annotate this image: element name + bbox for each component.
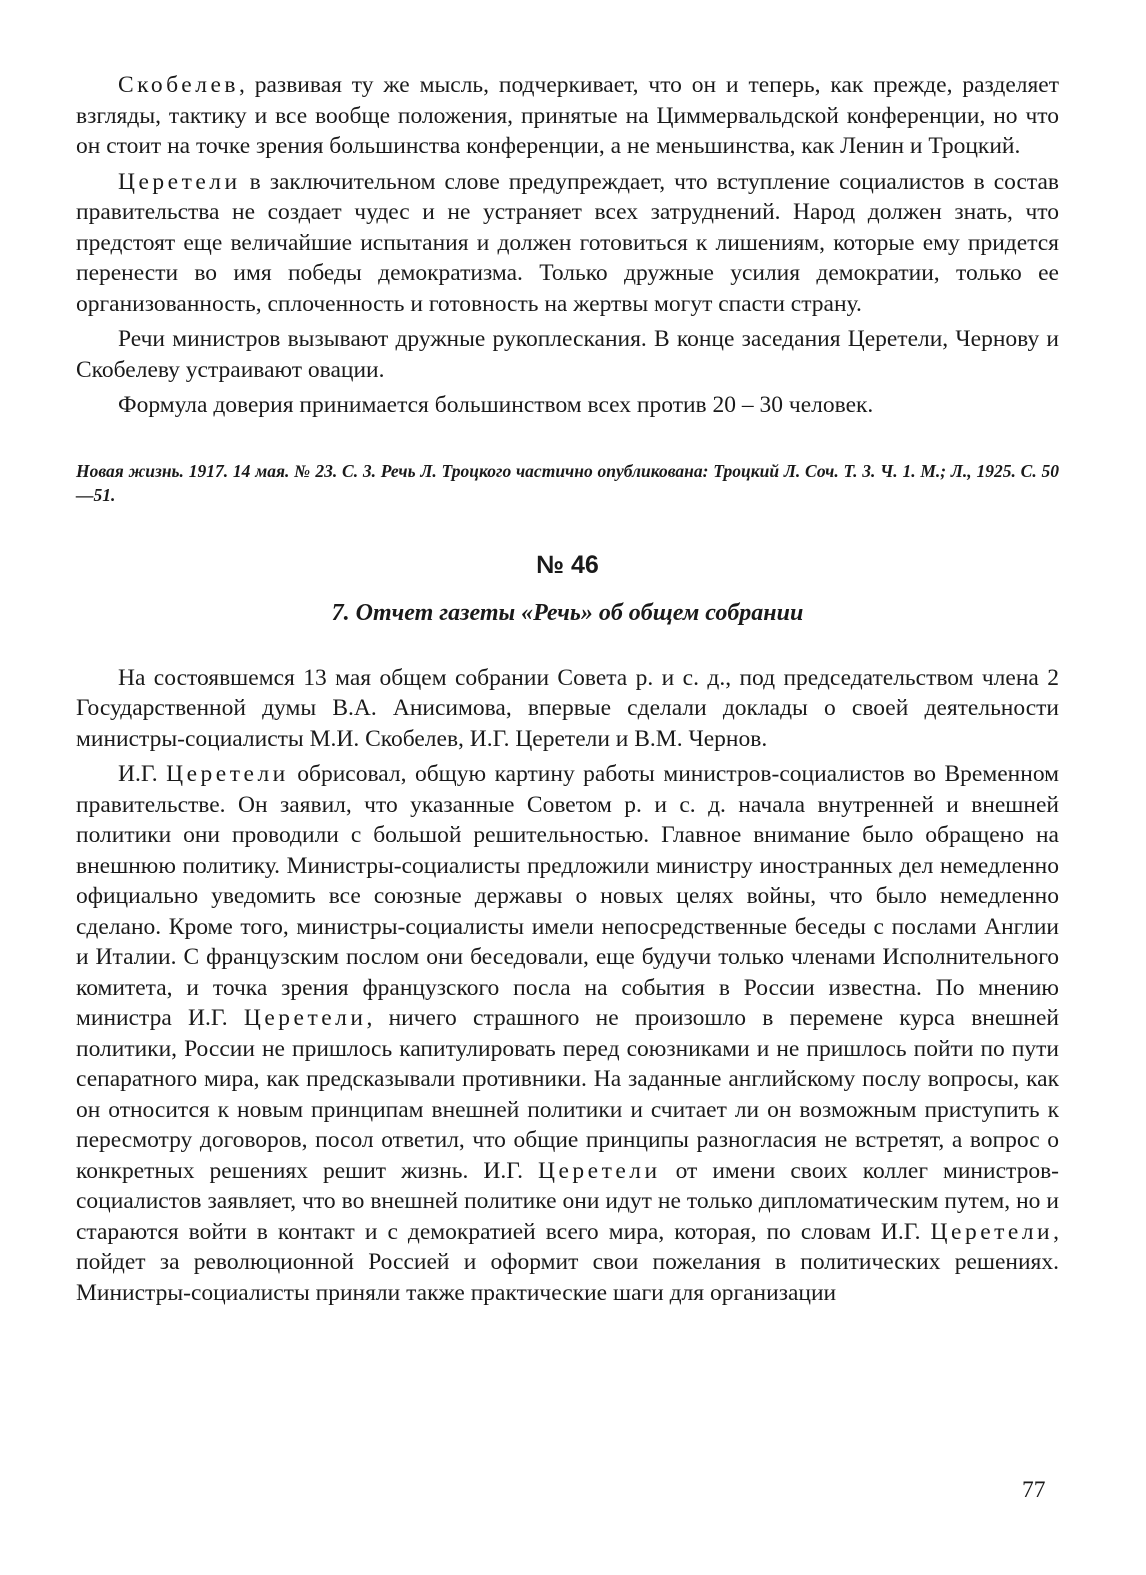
speaker-name: Церетели	[118, 168, 241, 195]
paragraph-formula: Формула доверия принимается большинством всех против 20 – 30 человек.	[118, 392, 874, 418]
paragraph-skobelev	[76, 70, 1059, 162]
paragraph-speeches: Речи министров вызывают дружные рукоплескания. В конце заседания Церетели, Чернову и Скобелеву устраивают овации.	[76, 326, 1059, 383]
paragraph-meeting: На состоявшемся 13 мая общем собрании Совета р. и с. д., под председательством члена 2 Государственной думы В.А. Анисимова, впервые сделали доклады о своей деятельности министры-социалисты М.И. Скобелев, И.Г. Церетели и В.М. Чернов.	[76, 664, 1059, 752]
name-initials: И.Г.	[118, 761, 167, 787]
paragraph-text: в заключительном слове предупреждает, что вступление социалистов в состав правительства не создает чудес и не устраняет всех затруднений. Народ должен знать, что предстоят еще величайшие испытания и должен готовиться к лишениям, которые ему придется перенести во имя победы демократизма. Только дружные усилия демократии, только ее организованность, сплоченность и готовность на жертвы могут спасти страну.	[76, 168, 1059, 317]
name-initials: И.Г.	[880, 1218, 931, 1245]
speaker-name: Церетели	[243, 1005, 367, 1031]
paragraph-text: , пойдет за революционной Россией и оформит свои пожелания в политических решениях. Министры-социалисты приняли также практические шаги для организации	[76, 1218, 1060, 1306]
paragraph-text: , развивая ту же мысль, подчеркивает, что он и теперь, как прежде, разделяет взгляды, тактику и все вообще положения, принятые на Циммервальдской конференции, но что он стоит на точке зрения большинства конференции, а не меньшинства, как Ленин и Троцкий.	[76, 72, 1059, 159]
name-initials: И.Г.	[483, 1157, 539, 1184]
speaker-name: Скобелев	[118, 72, 239, 98]
speaker-name: Церетели	[930, 1218, 1054, 1245]
paragraph-text: от имени своих коллег министров-социалистов заявляет, что во внешней политике они идут не только дипломатическим путем, но и стараются войти в контакт и с демократией всего мира, которая, по словам	[76, 1157, 1059, 1245]
document-title: 7. Отчет газеты «Речь» об общем собрании	[331, 599, 804, 626]
paragraph-tsereteli	[76, 167, 1059, 320]
paragraph-text: обрисовал, общую картину работы министров-социалистов во Временном правительстве. Он заявил, что указанные Советом р. и с. д. начала внутренней и внешней политики они проводили с большой решительностью. Главное внимание было обращено на внешнюю политику. Министры-социалисты предложили министру иностранных дел немедленно официально уведомить все союзные державы о новых целях войны, что было немедленно сделано. Кроме того, министры-социалисты имели непосредственные беседы с послами Англии и Италии. С французским послом они беседовали, еще будучи только членами Исполнительного комитета, и точка зрения французского посла на события в России известна. По мнению министра	[76, 761, 1059, 1031]
paragraph-text: , ничего страшного не произошло в перемене курса внешней политики, России не пришлось капитулировать перед союзниками и не пришлось пойти по пути сепаратного мира, как предсказывали противники. На заданные английскому послу вопросы, как он относится к новым принципам внешней политики и считает ли он возможным приступить к пересмотру договоров, посол ответил, что общие принципы разногласия не встретят, а вопрос о конкретных решениях решит жизнь.	[76, 1005, 1059, 1184]
document-number: № 46	[536, 550, 599, 579]
source-citation: Новая жизнь. 1917. 14 мая. № 23. С. 3. Речь Л. Троцкого частично опубликована: Троцкий Л. Соч. Т. 3. Ч. 1. М.; Л., 1925. С. 50—51.	[76, 460, 1059, 505]
name-initials: И.Г.	[188, 1005, 244, 1031]
document-page	[76, 70, 1059, 1308]
speaker-name: Церетели	[166, 761, 289, 787]
page-number: 77	[1022, 1477, 1046, 1503]
paragraph-report	[76, 759, 1059, 1308]
speaker-name: Церетели	[538, 1157, 661, 1184]
